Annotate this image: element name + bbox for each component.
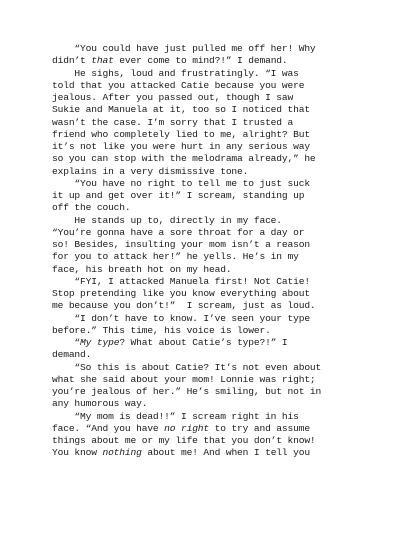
text-segment: “You could have just pulled me off her! Why: [52, 43, 316, 54]
text-segment: You know: [52, 447, 103, 459]
text-line: [52, 447, 382, 459]
text-line: [52, 398, 382, 410]
text-segment: He stands up to, directly in my face.: [52, 214, 282, 226]
text-segment: so! Besides, insulting your mom isn’t a reason: [52, 239, 310, 250]
text-segment: it up and get over it!” I scream, standing up: [52, 190, 305, 201]
text-segment: didn’t: [52, 55, 92, 67]
text-segment: “You have no right to tell me to just suck: [52, 177, 310, 189]
text-segment: for you to attack her!” he yells. He’s in my: [52, 251, 299, 263]
text-line: [52, 202, 382, 214]
text-segment: so you can stop with the melodrama already,” he: [52, 153, 316, 165]
text-segment: things about me or my life that you don’t know!: [52, 435, 316, 446]
text-segment: “My mom is dead!!” I scream right in his: [52, 410, 299, 422]
text-line: [52, 288, 382, 300]
book-page: [52, 43, 382, 460]
text-segment: “So this is about Catie? It’s not even about: [52, 361, 322, 373]
text-segment: face. “And you have: [52, 422, 165, 434]
text-segment: explains in a very dismissive tone.: [52, 165, 249, 177]
text-line: [52, 117, 382, 129]
text-segment: ? What about Catie’s type?!” I: [119, 337, 288, 348]
text-line: [52, 313, 382, 325]
text-segment: any humorous way.: [52, 398, 148, 410]
text-segment: wasn’t the case. I’m sorry that I trusted a: [52, 116, 294, 128]
text-line: [52, 362, 382, 374]
text-segment: before.” This time, his voice is lower.: [52, 324, 271, 336]
text-line: [52, 325, 382, 337]
text-line: [52, 92, 382, 104]
text-line: [52, 55, 382, 67]
text-line: [52, 129, 382, 141]
text-line: [52, 374, 382, 386]
text-segment: friend who completely lied to me, alright? But: [52, 128, 310, 140]
text-segment: what she said about your mom! Lonnie was right;: [52, 373, 316, 385]
text-line: [52, 276, 382, 288]
text-segment: “I don’t have to know. I’ve seen your type: [52, 312, 310, 324]
text-segment: He sighs, loud and frustratingly. “I was: [52, 67, 299, 79]
text-line: [52, 141, 382, 153]
text-line: [52, 80, 382, 92]
text-segment: jealous. After you passed out, though I saw: [52, 92, 294, 103]
text-line: [52, 190, 382, 202]
text-line: [52, 386, 382, 398]
text-line: [52, 349, 382, 361]
text-line: [52, 215, 382, 227]
text-line: [52, 166, 382, 178]
text-line: [52, 300, 382, 312]
text-line: [52, 435, 382, 447]
emphasis-text: My type: [80, 337, 120, 348]
text-segment: you’re jealous of her.” He’s smiling, but not in: [52, 386, 322, 397]
emphasis-text: that: [91, 55, 114, 67]
text-line: [52, 178, 382, 190]
text-line: [52, 227, 382, 239]
text-segment: off the couch.: [52, 202, 131, 214]
text-segment: “FYI, I attacked Manuela first! Not Catie!: [52, 275, 310, 287]
text-segment: it’s not like you were hurt in any serious way: [52, 141, 310, 152]
emphasis-text: nothing: [102, 447, 142, 459]
text-line: [52, 337, 382, 349]
text-segment: to try and assume: [209, 422, 310, 434]
text-segment: face, his breath hot on my head.: [52, 263, 232, 275]
text-segment: “: [52, 337, 81, 348]
text-line: [52, 239, 382, 251]
text-line: [52, 43, 382, 55]
emphasis-text: no right: [164, 422, 210, 434]
text-line: [52, 68, 382, 80]
text-line: [52, 264, 382, 276]
text-segment: Stop pretending like you know everything about: [52, 288, 310, 299]
text-segment: about me! And when I tell you: [141, 447, 310, 459]
text-line: [52, 104, 382, 116]
text-line: [52, 153, 382, 165]
text-line: [52, 411, 382, 423]
text-segment: told that you attacked Catie because you were: [52, 79, 305, 91]
text-segment: ever come to mind?!” I demand.: [113, 55, 288, 67]
text-segment: me because you don’t!” I scream, just as loud.: [52, 300, 316, 312]
text-segment: demand.: [52, 349, 92, 361]
text-segment: “You’re gonna have a sore throat for a day or: [52, 226, 305, 238]
text-line: [52, 251, 382, 263]
text-line: [52, 423, 382, 435]
text-segment: Sukie and Manuela at it, too so I noticed that: [52, 104, 310, 116]
